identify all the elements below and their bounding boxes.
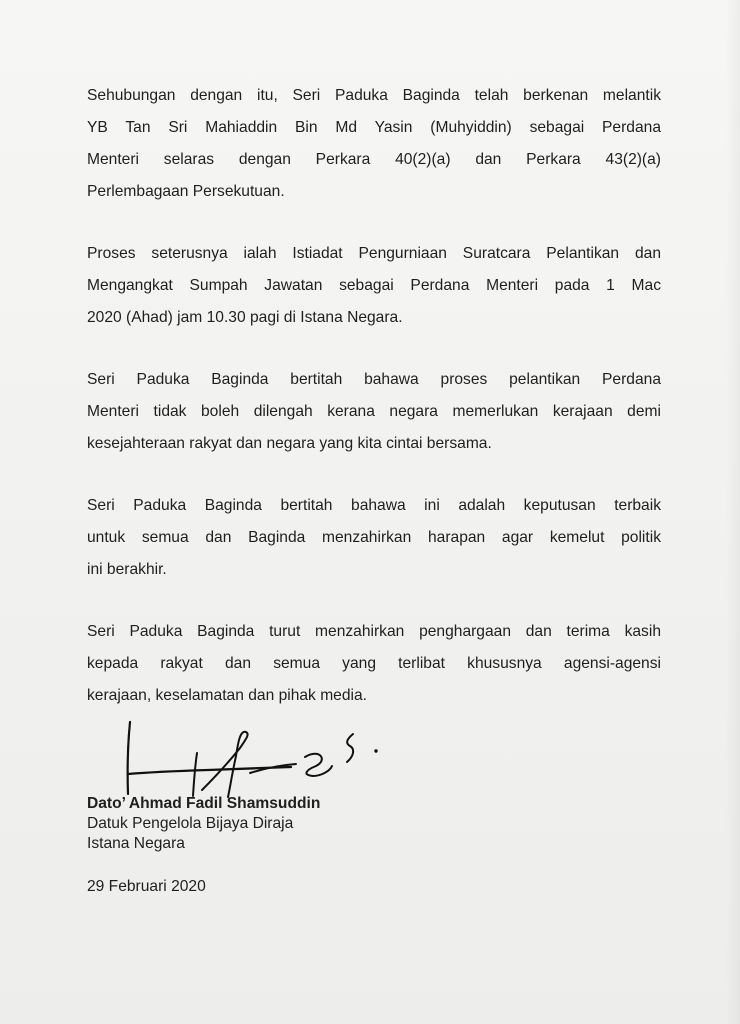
paragraph-line: Seri Paduka Baginda bertitah bahawa proses pelantikan Perdana (87, 371, 661, 388)
paragraph-line: kesejahteraan rakyat dan negara yang kita cintai bersama. (87, 435, 492, 452)
paragraph-line: kerajaan, keselamatan dan pihak media. (87, 687, 367, 704)
paragraph-decision (87, 490, 661, 586)
paragraph-line: ini berakhir. (87, 561, 167, 578)
document-date: 29 Februari 2020 (87, 878, 206, 895)
paragraph-line: 2020 (Ahad) jam 10.30 pagi di Istana Negara. (87, 309, 403, 326)
signatory-place: Istana Negara (87, 835, 185, 852)
signatory-title: Datuk Pengelola Bijaya Diraja (87, 815, 294, 832)
paragraph-line: Menteri selaras dengan Perkara 40(2)(a) dan Perkara 43(2)(a) (87, 151, 661, 168)
paragraph-appreciation (87, 616, 661, 712)
paragraph-line: Seri Paduka Baginda turut menzahirkan penghargaan dan terima kasih (87, 623, 661, 640)
paragraph-line: Mengangkat Sumpah Jawatan sebagai Perdana Menteri pada 1 Mac (87, 277, 661, 294)
paragraph-line: Sehubungan dengan itu, Seri Paduka Baginda telah berkenan melantik (87, 87, 661, 104)
paragraph-process (87, 364, 661, 460)
signatory-block (87, 794, 407, 854)
scan-edge-shadow (726, 0, 740, 1024)
paragraph-line: Proses seterusnya ialah Istiadat Pengurniaan Suratcara Pelantikan dan (87, 245, 661, 262)
paragraph-line: Seri Paduka Baginda bertitah bahawa ini adalah keputusan terbaik (87, 497, 661, 514)
document-body (87, 80, 661, 712)
paragraph-appointment (87, 80, 661, 208)
paragraph-line: Perlembagaan Persekutuan. (87, 183, 285, 200)
paragraph-ceremony (87, 238, 661, 334)
handwritten-signature (118, 718, 408, 800)
paragraph-line: YB Tan Sri Mahiaddin Bin Md Yasin (Muhyiddin) sebagai Perdana (87, 119, 661, 136)
paragraph-line: untuk semua dan Baginda menzahirkan harapan agar kemelut politik (87, 529, 661, 546)
signatory-name: Dato’ Ahmad Fadil Shamsuddin (87, 795, 321, 812)
paragraph-line: Menteri tidak boleh dilengah kerana negara memerlukan kerajaan demi (87, 403, 661, 420)
paragraph-line: kepada rakyat dan semua yang terlibat khususnya agensi-agensi (87, 655, 661, 672)
